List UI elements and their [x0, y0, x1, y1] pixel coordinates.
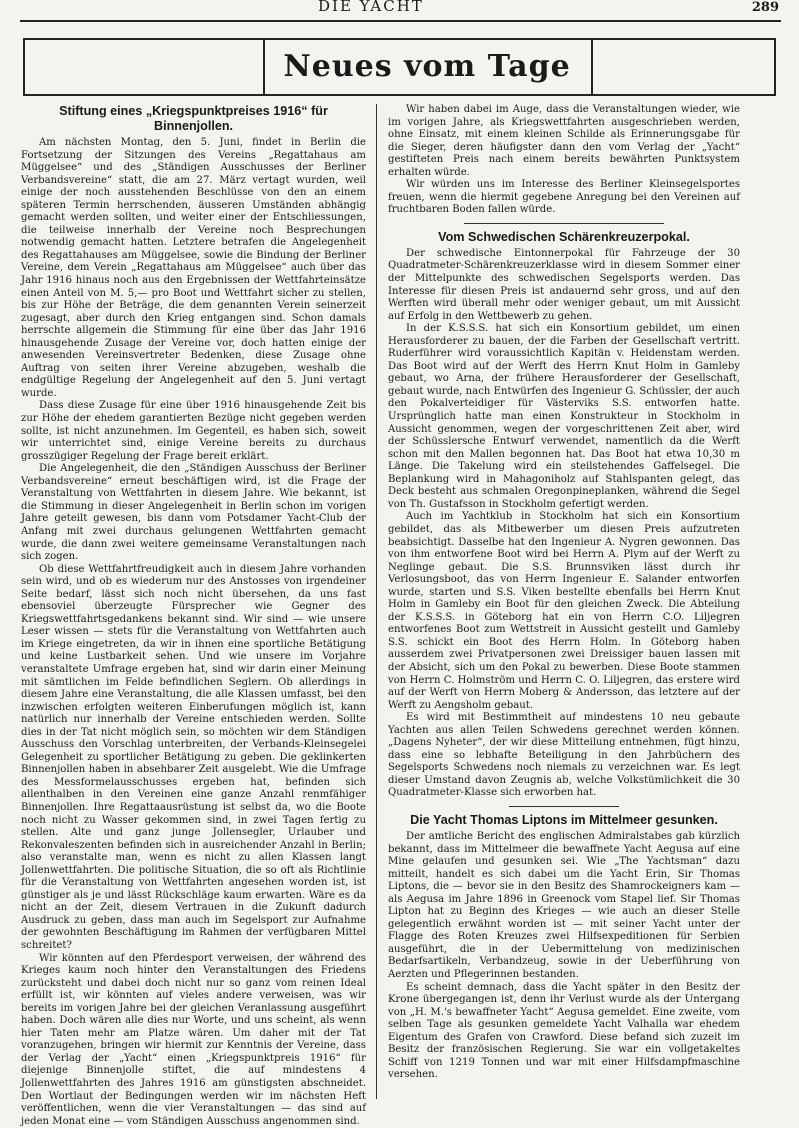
article-paragraph: Der amtliche Bericht des englischen Admiralstabes gab kürzlich bekannt, dass im Mittelmeer die bewaffnete Yacht Aegusa auf eine Mine gelaufen und gesunken sei. Wie „The Yachtsman“ dazu mitteilt, handelt es sich dabei um die Yacht Erin, Sir Thomas Liptons, die — bevor sie in den Besitz des Shamrockeigners kam — als Aegusa im Jahre 1896 in Greenock vom Stapel lief. Sir Thomas Lipton hat zu Beginn des Krieges — wie auch an dieser Stelle gelegentlich erwähnt worden ist — mit seiner Yacht unter der Flagge des Roten Kreuzes zwei Hilfsexpeditionen für Serbien ausgeführt, die in der Uebermittelung von medizinischen Bedarfsartikeln, Verbandzeug, sowie in der Ueberführung von Aerzten und Pflegerinnen bestanden.	[388, 830, 740, 980]
page-number: 289	[751, 0, 779, 15]
header-rule	[20, 20, 781, 22]
left-column	[21, 104, 366, 1127]
article-paragraph: Es wird mit Bestimmtheit auf mindestens 10 neu gebaute Yachten aus allen Teilen Schwedens gerechnet werden können. „Dagens Nyheter“, der wir diese Mitteilung entnehmen, fügt hinzu, dass eine so lebhafte Beteiligung in den Jahrbüchern des Segelsports Schwedens noch niemals zu verzeichnen war. Es legt dieser Umstand davon Zeugnis ab, welche Volkstümlichkeit die 30 Quadratmeter-Klasse sich erworben hat.	[388, 712, 740, 799]
article-paragraph: In der K.S.S.S. hat sich ein Konsortium gebildet, um einen Herausforderer zu bauen, der die Farben der Gesellschaft vertritt. Ruderführer wird voraussichtlich Kapitän v. Heidenstam werden. Das Boot wird auf der Werft des Herrn Knut Holm in Gamleby gebaut, wo Arna, der frühere Herausforderer der Gesellschaft, gebaut wurde, nach Entwürfen des Ingenieur G. Schüssler, der auch den Pokalverteidiger für Västerviks S.S. entworfen hatte. Ursprünglich hatte man einen Konstrukteur in Stockholm in Aussicht genommen, wegen der vorgeschrittenen Zeit aber, wird der Schüsslersche Entwurf verwendet, namentlich da die Werft schon mit den Mallen begonnen hat. Das Boot hat etwa 10,30 m Länge. Die Takelung wird ein steilstehendes Gaffelsegel. Die Beplankung wird in Mahagoniholz auf Stahlspanten gelegt, das Deck besteht aus schmalen Oregonpineplanken, während die Segel von Th. Gustafsson in Stockholm gefertigt werden.	[388, 323, 740, 510]
section-banner	[23, 38, 776, 96]
article-headline-schaerenkreuzerpokal: Vom Schwedischen Schärenkreuzerpokal.	[438, 229, 690, 244]
article-paragraph: Ob diese Wettfahrtfreudigkeit auch in diesem Jahre vorhanden sein wird, und ob es wiederum nur des Anstosses von irgendeiner Seite bedarf, lässt sich noch nicht übersehen, da uns fast ebensoviel überzeugte Fürsprecher wie Gegner des Kriegswettfahrtsgedankens bekannt sind. Wir sind — wie unsere Leser wissen — stets für die Veranstaltung von Wettfahrten auch im Kriege eingetreten, da wir in ihnen eine sportliche Betätigung und keine Lustbarkeit sehen. Und wie unsere im Vorjahre veranstaltete Umfrage ergeben hat, sind wir darin einer Meinung mit sämtlichen im Felde befindlichen Seglern. Ob allerdings in diesem Jahre eine Veranstaltung, die alle Klassen umfasst, bei den inzwischen erfolgten weiteren Einberufungen möglich ist, kann natürlich nur innerhalb der Vereine entschieden werden. Sollte dies in der Tat nicht möglich sein, so möchten wir dem Ständigen Ausschuss den Vorschlag unterbreiten, der Verbands-Kleinsegelei Gelegenheit zu sportlicher Betätigung zu geben. Die geklinkerten Binnenjollen haben in absehbarer Zeit ausgelebt. Wie die Umfrage des Messformelausschusses ergeben hat, befinden sich allenthalben in den Vereinen eine ganze Anzahl renmfähiger Binnenjollen. Ihre Regattaausrüstung ist selbst da, wo die Boote noch nicht zu Wasser gekommen sind, in zwei Tagen fertig zu stellen. Alte und ganz junge Jollensegler, Urlauber und Rekonvaleszenten befinden sich in ausreichender Anzahl in Berlin; also veranstalte man, wenn es nicht zu allen Klassen langt Jollenwettfahrten. Die politische Situation, die so oft als Richtlinie für die Veranstaltung von Wettfahrten angesehen worden ist, ist günstiger als je und lässt Rückschläge kaum erwarten. Wäre es da nicht an der Zeit, diesem Vertrauen in die Zukunft dadurch Ausdruck zu geben, dass man auch im Segelsport zur Aufnahme der gewohnten Beschäftigung im Rahmen der verfügbaren Mittel schreitet?	[21, 563, 366, 951]
article-paragraph: Der schwedische Eintonnerpokal für Fahrzeuge der 30 Quadratmeter-Schärenkreuzerklasse wird in diesem Sommer einer der Mittelpunkte des schwedischen Segelsports werden. Das Interesse für diesen Preis ist andauernd sehr gross, und auf den Werften wird überall mehr oder weniger gebaut, um mit Aussicht auf Erfolg in den Wettbewerb zu gehen.	[388, 247, 740, 322]
section-title: Neues vom Tage	[283, 49, 571, 84]
article-separator	[464, 223, 664, 224]
article-paragraph: Auch im Yachtklub in Stockholm hat sich ein Konsortium gebildet, das als Mitbewerber um diesen Preis aufzutreten beabsichtigt. Dasselbe hat den Ingenieur A. Nygren gewonnen. Das von ihm entworfene Boot wird bei Herrn A. Plym auf der Werft zu Neglinge gebaut. Die S.S. Brunnsviken lässt durch ihr Verlosungsboot, das von Herrn Ingenieur E. Salander entworfen wurde, starten und S.S. Viken bestellte ebenfalls bei Herrn Knut Holm in Gamleby ein Boot für den gleichen Zweck. Die Abteilung der K.S.S.S. in Göteborg hat ein von Herrn C.O. Liljegren entworfenes Boot zum Wettstreit in Aussicht gestellt und Gamleby S.S. schickt ein Boot des Herrn Holm. In Göteborg haben ausserdem zwei Privatpersonen zwei Dreissiger bauen lassen mit der Absicht, sich um den Pokal zu bewerben. Diese Boote stammen von Herrn C. Holmström und Herrn C. O. Liljegren, das erstere wird auf der Werft von Herrn Moberg & Andersson, das letztere auf der Werft zu Aengsholm gebaut.	[388, 511, 740, 711]
article-paragraph: Wir könnten auf den Pferdesport verweisen, der während des Krieges kaum noch hinter den Veranstaltungen des Friedens zurücksteht und dabei doch nicht nur so ganz vom reinen Ideal erfüllt ist, wir könnten auf vieles andere verweisen, was wir bereits im vorigen Jahre bei der gleichen Veranlassung ausgeführt haben. Doch wären alle dies nur Worte, und uns scheint, als wenn hier Taten mehr am Platze wären. Um daher mit der Tat voranzugehen, bringen wir hiermit zur Kenntnis der Vereine, dass der Verlag der „Yacht“ einen „Kriegspunktpreis 1916“ für diejenige Binnenjolle stiftet, die auf mindestens 4 Jollenwettfahrten des Jahres 1916 am günstigsten abschneidet. Den Wortlaut der Bedingungen werden wir im nächsten Heft veröffentlichen, wenn die vier Veranstaltungen — das sind auf jeden Monat eine — vom Ständigen Ausschuss angenommen sind.	[21, 952, 366, 1127]
article-paragraph: Am nächsten Montag, den 5. Juni, findet in Berlin die Fortsetzung der Sitzungen des Vereins „Regattahaus am Müggelsee“ und des „Ständigen Ausschusses der Berliner Verbandsvereine“ statt, die am 27. März vertagt wurden, weil einige der noch ausstehenden Beschlüsse von den an einem späteren Termin herrschenden, äusseren Umständen abhängig gemacht werden sollten, und weiter einer der Entschliessungen, die teilweise innerhalb der Vereine noch Besprechungen notwendig gemacht hatten. Letztere betrafen die Angelegenheit des Regattahauses am Müggelsee, sowie die Bindung der Berliner Vereine, dem Verein „Regattahaus am Müggelsee“ auch über das Jahr 1916 hinaus noch aus den Ergebnissen der Wettfahrteinsätze einen Anteil von M. 5,— pro Boot und Wettfahrt sicher zu stellen, bis zur Höhe der Beträge, die dem genannten Verein seinerzeit zugesagt, aber durch den Krieg entgangen sind. Schon damals herrschte allgemein die Stimmung für eine über das Jahr 1916 hinausgehende Zusage der Vereine vor, doch hatten einige der anwesenden Vereinsvertreter Bedenken, diese Zusage ohne Auftrag von seiten ihrer Vereine abzugeben, weshalb die endgültige Regelung der Angelegenheit auf den 5. Juni vertagt wurde.	[21, 137, 366, 399]
right-column	[388, 104, 740, 1104]
article-paragraph: Es scheint demnach, dass die Yacht später in den Besitz der Krone übergegangen ist, denn ihr Verlust wurde als der Untergang von „H. M.'s bewaffneter Yacht“ Aegusa gemeldet. Eine zweite, vom selben Tage als gesunken gemeldete Yacht Valhalla war ehedem Eigentum des Grafen von Crawford. Diese befand sich zuzeit im Besitz der französischen Regierung. Sie war ein vollgetakeltes Schiff von 1219 Tonnen und war mit einer Hilfsdampfmaschine versehen.	[388, 981, 740, 1081]
running-head	[0, 0, 799, 18]
article-paragraph: Wir würden uns im Interesse des Berliner Kleinsegelsportes freuen, wenn die hiermit gegebene Anregung bei den Vereinen auf fruchtbaren Boden fallen würde.	[388, 179, 740, 216]
article-paragraph: Die Angelegenheit, die den „Ständigen Ausschuss der Berliner Verbandsvereine“ erneut beschäftigen wird, ist die Frage der Veranstaltung von Wettfahrten in diesem Jahre. Wie bekannt, ist die Stimmung in dieser Angelegenheit in Berlin schon im vorigen Jahre geteilt gewesen, bis dann vom Potsdamer Yacht-Club der Anfang mit zwei durchaus gelungenen Wettfahrten gemacht wurde, die dann zwei weitere gemeinsame Veranstaltungen nach sich zogen.	[21, 463, 366, 563]
article-headline-kriegspunktpreis: Stiftung eines „Kriegspunktpreises 1916“ für Binnenjollen.	[59, 104, 328, 133]
article-separator	[509, 806, 619, 807]
article-paragraph: Wir haben dabei im Auge, dass die Veranstaltungen wieder, wie im vorigen Jahre, als Kriegswettfahrten ausgeschrieben werden, ohne Einsatz, mit einem kleinen Schilde als Erinnerungsgabe für die Sieger, deren häufigster dann den vom Verlag der „Yacht“ gestifteten Preis nach einem bereits bewährten Punktsystem erhalten würde.	[388, 104, 740, 178]
column-divider	[376, 104, 377, 1099]
banner-divider-right	[591, 40, 593, 94]
article-headline-lipton-yacht: Die Yacht Thomas Liptons im Mittelmeer gesunken.	[410, 812, 718, 827]
running-title: DIE YACHT	[318, 0, 424, 15]
article-paragraph: Dass diese Zusage für eine über 1916 hinausgehende Zeit bis zur Höhe der ehedem garantierten Bezüge nicht gegeben werden sollte, ist nicht anzunehmen. Im Gegenteil, es haben sich, soweit wir unterrichtet sind, einige Vereine bereits zu durchaus grosszügiger Regelung der Frage bereit erklärt.	[21, 400, 366, 462]
